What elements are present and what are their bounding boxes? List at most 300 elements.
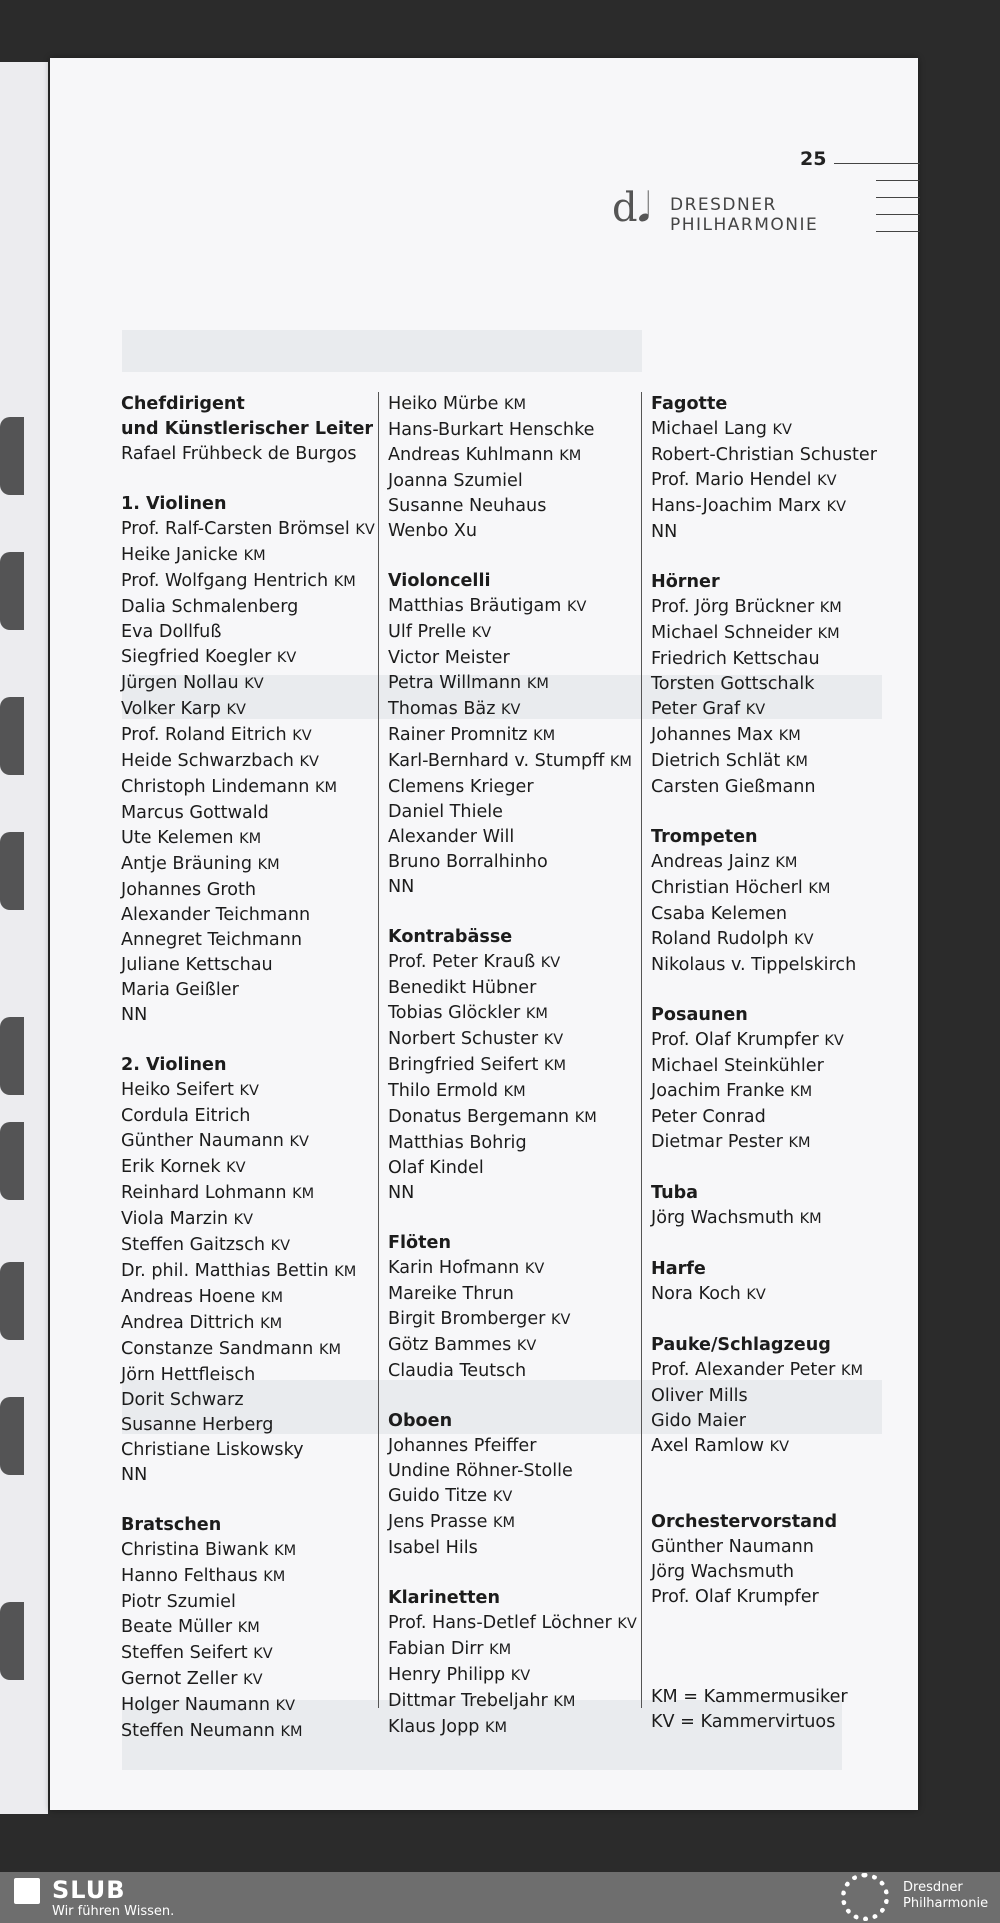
member-name: NN bbox=[388, 877, 415, 897]
member-row bbox=[121, 723, 383, 749]
member-row bbox=[121, 978, 383, 1003]
member-name: Michael Lang bbox=[651, 419, 767, 439]
member-row bbox=[121, 928, 383, 953]
member-name: KV = Kammervirtuos bbox=[651, 1712, 836, 1732]
member-row bbox=[388, 1027, 640, 1053]
member-row bbox=[121, 1667, 383, 1693]
member-title-tag: KV bbox=[524, 1261, 545, 1277]
member-name: Roland Rudolph bbox=[651, 929, 789, 949]
section-gap bbox=[651, 1460, 913, 1485]
member-row bbox=[121, 595, 383, 620]
member-row bbox=[651, 850, 913, 876]
member-name: Beate Müller bbox=[121, 1617, 233, 1637]
member-name: Hans-Burkart Henschke bbox=[388, 420, 595, 440]
member-row bbox=[388, 749, 640, 775]
member-name: Steffen Seifert bbox=[121, 1643, 248, 1663]
member-title-tag: KM bbox=[260, 1316, 283, 1332]
member-row bbox=[388, 1536, 640, 1561]
member-row bbox=[121, 620, 383, 645]
member-name: Alexander Will bbox=[388, 827, 515, 847]
member-row bbox=[388, 1663, 640, 1689]
member-name: Guido Titze bbox=[388, 1486, 488, 1506]
member-title-tag: KV bbox=[794, 932, 814, 948]
section-title bbox=[651, 1635, 913, 1660]
member-title-tag: KV bbox=[550, 1312, 571, 1328]
member-name: Andreas Kuhlmann bbox=[388, 445, 554, 465]
member-name: NN bbox=[651, 522, 678, 542]
member-row bbox=[121, 1003, 383, 1028]
member-row bbox=[651, 647, 913, 672]
roster-column-3 bbox=[651, 392, 913, 1735]
member-row bbox=[121, 1259, 383, 1285]
member-row bbox=[651, 1079, 913, 1105]
member-row bbox=[651, 672, 913, 697]
member-row bbox=[121, 1207, 383, 1233]
member-row bbox=[121, 1363, 383, 1388]
member-row bbox=[121, 1285, 383, 1311]
member-row bbox=[651, 1535, 913, 1560]
member-title-tag: KM bbox=[314, 780, 337, 796]
member-name: Heiko Seifert bbox=[121, 1080, 234, 1100]
member-name: Erik Kornek bbox=[121, 1157, 221, 1177]
member-name: Norbert Schuster bbox=[388, 1029, 539, 1049]
member-name: Prof. Ralf-Carsten Brömsel bbox=[121, 519, 350, 539]
member-title-tag: KM bbox=[808, 881, 831, 897]
member-row bbox=[388, 1307, 640, 1333]
column-divider bbox=[641, 392, 642, 1708]
member-title-tag: KM bbox=[260, 1290, 283, 1306]
member-title-tag: KV bbox=[355, 522, 375, 538]
portrait-thumbnail bbox=[0, 1602, 24, 1680]
member-row bbox=[121, 1438, 383, 1463]
member-row bbox=[121, 878, 383, 903]
member-title-tag: KM bbox=[819, 600, 842, 616]
member-row bbox=[651, 775, 913, 800]
member-title-tag: KM bbox=[799, 1211, 822, 1227]
edge-tick bbox=[876, 180, 920, 181]
member-name: Christian Höcherl bbox=[651, 878, 803, 898]
roster-section bbox=[121, 492, 383, 1028]
member-name: Prof. Jörg Brückner bbox=[651, 597, 815, 617]
logo-text bbox=[670, 195, 818, 235]
member-row bbox=[121, 1337, 383, 1363]
section-gap bbox=[388, 1561, 640, 1586]
section-title: 2. Violinen bbox=[121, 1055, 227, 1075]
member-row bbox=[651, 697, 913, 723]
member-name: Henry Philipp bbox=[388, 1665, 506, 1685]
member-title-tag: KV bbox=[233, 1212, 254, 1228]
member-name: Daniel Thiele bbox=[388, 802, 503, 822]
member-name: Peter Graf bbox=[651, 699, 741, 719]
member-name: Prof. Olaf Krumpfer bbox=[651, 1030, 819, 1050]
portrait-thumbnail bbox=[0, 552, 24, 630]
member-row bbox=[121, 1233, 383, 1259]
member-name: NN bbox=[121, 1005, 148, 1025]
previous-page-edge bbox=[0, 62, 48, 1814]
member-row bbox=[388, 443, 640, 469]
member-name: Prof. Roland Eitrich bbox=[121, 725, 287, 745]
member-name: Bruno Borralhinho bbox=[388, 852, 548, 872]
member-name: Hans-Joachim Marx bbox=[651, 496, 821, 516]
member-row bbox=[388, 646, 640, 671]
member-name: Joachim Franke bbox=[651, 1081, 785, 1101]
member-name: Joanna Szumiel bbox=[388, 471, 523, 491]
section-gap bbox=[388, 544, 640, 569]
member-name: Holger Naumann bbox=[121, 1695, 271, 1715]
member-name: Claudia Teutsch bbox=[388, 1361, 527, 1381]
member-title-tag: KM bbox=[609, 754, 632, 770]
member-row bbox=[388, 1510, 640, 1536]
member-row bbox=[388, 1611, 640, 1637]
member-title-tag: KV bbox=[746, 1287, 766, 1303]
section-title: Orchestervorstand bbox=[651, 1512, 838, 1532]
member-title-tag: KV bbox=[226, 702, 246, 718]
member-row bbox=[651, 1282, 913, 1308]
roster-column-1 bbox=[121, 392, 383, 1745]
member-name: Mareike Thrun bbox=[388, 1284, 514, 1304]
member-name: Klaus Jopp bbox=[388, 1717, 480, 1737]
member-row bbox=[121, 775, 383, 801]
member-row bbox=[388, 1053, 640, 1079]
member-row bbox=[651, 494, 913, 520]
member-title-tag: KV bbox=[275, 1698, 296, 1714]
member-title-tag: KV bbox=[543, 1032, 564, 1048]
member-row bbox=[388, 469, 640, 494]
member-row bbox=[388, 1689, 640, 1715]
member-row bbox=[388, 620, 640, 646]
member-row bbox=[121, 517, 383, 543]
member-name: Götz Bammes bbox=[388, 1335, 512, 1355]
member-title-tag: KM bbox=[817, 626, 840, 642]
member-row bbox=[388, 775, 640, 800]
member-title-tag: KM bbox=[493, 1515, 516, 1531]
member-title-tag: KV bbox=[244, 676, 264, 692]
section-title: Harfe bbox=[651, 1259, 706, 1279]
member-title-tag: KM bbox=[533, 728, 556, 744]
member-name: NN bbox=[388, 1183, 415, 1203]
member-title-tag: KM bbox=[489, 1642, 512, 1658]
roster-section bbox=[388, 925, 640, 1206]
member-row bbox=[651, 749, 913, 775]
member-row bbox=[651, 468, 913, 494]
member-title-tag: KV bbox=[824, 1033, 844, 1049]
portrait-thumbnail bbox=[0, 417, 24, 495]
member-title-tag: KM bbox=[525, 1006, 548, 1022]
member-row bbox=[121, 1564, 383, 1590]
member-title-tag: KM bbox=[775, 855, 798, 871]
member-row bbox=[388, 1131, 640, 1156]
portrait-thumbnail bbox=[0, 1122, 24, 1200]
roster-section bbox=[651, 1181, 913, 1232]
section-gap bbox=[388, 1206, 640, 1231]
member-name: Christiane Liskowsky bbox=[121, 1440, 304, 1460]
section-title: Klarinetten bbox=[388, 1588, 500, 1608]
member-name: Nikolaus v. Tippelskirch bbox=[651, 955, 857, 975]
member-name: Clemens Krieger bbox=[388, 777, 534, 797]
member-name: Undine Röhner-Stolle bbox=[388, 1461, 573, 1481]
member-name: Bringfried Seifert bbox=[388, 1055, 539, 1075]
member-title-tag: KM bbox=[237, 1620, 260, 1636]
section-title bbox=[651, 1485, 913, 1510]
philharmonie-logo-icon bbox=[841, 1873, 889, 1921]
member-name: Thilo Ermold bbox=[388, 1081, 499, 1101]
member-row bbox=[651, 1105, 913, 1130]
member-title-tag: KM bbox=[526, 676, 549, 692]
member-row bbox=[388, 850, 640, 875]
member-row bbox=[388, 875, 640, 900]
edge-tick bbox=[876, 197, 920, 198]
member-name: Dittmar Trebeljahr bbox=[388, 1691, 548, 1711]
member-name: Dietrich Schlät bbox=[651, 751, 781, 771]
member-row bbox=[651, 902, 913, 927]
member-name: Prof. Hans-Detlef Löchner bbox=[388, 1613, 612, 1633]
member-row bbox=[121, 1413, 383, 1438]
portrait-thumbnail bbox=[0, 697, 24, 775]
member-name: Viola Marzin bbox=[121, 1209, 229, 1229]
portrait-thumbnail bbox=[0, 832, 24, 910]
member-title-tag: KM bbox=[292, 1186, 315, 1202]
member-title-tag: KM bbox=[504, 397, 527, 413]
member-title-tag: KV bbox=[769, 1439, 790, 1455]
roster-section bbox=[388, 1409, 640, 1561]
member-name: Dalia Schmalenberg bbox=[121, 597, 299, 617]
member-name: Victor Meister bbox=[388, 648, 510, 668]
member-name: Gernot Zeller bbox=[121, 1669, 238, 1689]
roster-section bbox=[651, 1333, 913, 1460]
slub-tagline: Wir führen Wissen. bbox=[52, 1904, 175, 1919]
member-name: Heike Janicke bbox=[121, 545, 238, 565]
member-row bbox=[388, 671, 640, 697]
member-name: Jens Prasse bbox=[388, 1512, 488, 1532]
member-row bbox=[651, 723, 913, 749]
member-name: Peter Conrad bbox=[651, 1107, 766, 1127]
member-row bbox=[388, 950, 640, 976]
member-title-tag: KM bbox=[243, 548, 266, 564]
member-row bbox=[388, 1715, 640, 1741]
member-row bbox=[121, 569, 383, 595]
roster-section bbox=[651, 1003, 913, 1156]
member-name: Robert-Christian Schuster bbox=[651, 445, 877, 465]
slub-brand[interactable]: SLUB bbox=[52, 1876, 126, 1904]
member-title-tag: KV bbox=[567, 599, 587, 615]
member-name: Cordula Eitrich bbox=[121, 1106, 251, 1126]
roster-column-2 bbox=[388, 392, 640, 1741]
page-number-rule bbox=[834, 163, 920, 164]
member-row bbox=[388, 723, 640, 749]
member-title-tag: KV bbox=[540, 955, 561, 971]
member-title-tag: KM bbox=[785, 754, 808, 770]
member-title-tag: KM bbox=[778, 728, 801, 744]
member-title-tag: KM bbox=[280, 1724, 303, 1740]
member-title-tag: KV bbox=[270, 1238, 291, 1254]
member-name: Michael Schneider bbox=[651, 623, 813, 643]
member-name: Prof. Olaf Krumpfer bbox=[651, 1587, 819, 1607]
member-row bbox=[388, 1001, 640, 1027]
member-name: Csaba Kelemen bbox=[651, 904, 788, 924]
member-title-tag: KV bbox=[617, 1616, 637, 1632]
member-name: Rafael Frühbeck de Burgos bbox=[121, 444, 357, 464]
member-row bbox=[121, 543, 383, 569]
dresdner-philharmonie-logo bbox=[612, 186, 832, 238]
member-title-tag: KM bbox=[503, 1084, 526, 1100]
member-name: Andreas Hoene bbox=[121, 1287, 256, 1307]
member-name: Alexander Teichmann bbox=[121, 905, 311, 925]
section-gap bbox=[121, 1488, 383, 1513]
member-name: Karl-Bernhard v. Stumpff bbox=[388, 751, 605, 771]
member-name: Günther Naumann bbox=[651, 1537, 814, 1557]
member-row bbox=[121, 1615, 383, 1641]
member-name: Annegret Teichmann bbox=[121, 930, 303, 950]
roster-section bbox=[121, 1513, 383, 1745]
section-title: Oboen bbox=[388, 1411, 453, 1431]
member-title-tag: KM bbox=[334, 1264, 357, 1280]
member-name: Jörg Wachsmuth bbox=[651, 1208, 795, 1228]
member-row bbox=[121, 1719, 383, 1745]
section-title: Kontrabässe bbox=[388, 927, 513, 947]
member-title-tag: KV bbox=[299, 754, 319, 770]
member-row bbox=[388, 519, 640, 544]
member-name: Wenbo Xu bbox=[388, 521, 478, 541]
member-name: Christina Biwank bbox=[121, 1540, 269, 1560]
section-title: 1. Violinen bbox=[121, 494, 227, 514]
slub-logo-icon bbox=[14, 1878, 40, 1904]
member-name: Hanno Felthaus bbox=[121, 1566, 258, 1586]
section-gap bbox=[388, 900, 640, 925]
member-name: Rainer Promnitz bbox=[388, 725, 528, 745]
section-gap bbox=[651, 1610, 913, 1635]
member-title-tag: KM bbox=[333, 574, 356, 590]
member-row bbox=[651, 417, 913, 443]
section-gap bbox=[651, 1156, 913, 1181]
member-row bbox=[121, 826, 383, 852]
member-name: Johannes Groth bbox=[121, 880, 257, 900]
roster-section bbox=[651, 825, 913, 978]
member-name: Dietmar Pester bbox=[651, 1132, 783, 1152]
member-row bbox=[121, 697, 383, 723]
portrait-thumbnail bbox=[0, 1262, 24, 1340]
roster-section bbox=[388, 569, 640, 900]
member-title-tag: KV bbox=[239, 1083, 259, 1099]
section-gap bbox=[388, 1384, 640, 1409]
member-name: Dr. phil. Matthias Bettin bbox=[121, 1261, 329, 1281]
member-name: Gido Maier bbox=[651, 1411, 746, 1431]
member-title-tag: KV bbox=[501, 702, 521, 718]
member-name: Marcus Gottwald bbox=[121, 803, 269, 823]
member-row bbox=[121, 801, 383, 826]
member-row bbox=[121, 1693, 383, 1719]
member-name: Nora Koch bbox=[651, 1284, 741, 1304]
logo-mark-icon: d𝅘𝅥 bbox=[612, 185, 651, 231]
member-title-tag: KM bbox=[788, 1135, 811, 1151]
member-row bbox=[651, 1434, 913, 1460]
member-name: Johannes Pfeiffer bbox=[388, 1436, 537, 1456]
member-row bbox=[388, 1637, 640, 1663]
section-title: Trompeten bbox=[651, 827, 758, 847]
member-name: Reinhard Lohmann bbox=[121, 1183, 287, 1203]
member-name: Dorit Schwarz bbox=[121, 1390, 244, 1410]
member-row bbox=[121, 671, 383, 697]
member-title-tag: KM bbox=[274, 1543, 297, 1559]
member-row bbox=[121, 1311, 383, 1337]
member-name: Juliane Kettschau bbox=[121, 955, 273, 975]
member-row bbox=[388, 494, 640, 519]
member-row bbox=[651, 520, 913, 545]
section-gap bbox=[651, 1232, 913, 1257]
member-name: Oliver Mills bbox=[651, 1386, 748, 1406]
roster-section bbox=[388, 1231, 640, 1384]
member-name: Johannes Max bbox=[651, 725, 774, 745]
member-title-tag: KV bbox=[276, 650, 297, 666]
member-name: Heide Schwarzbach bbox=[121, 751, 294, 771]
member-title-tag: KV bbox=[253, 1646, 273, 1662]
member-row bbox=[388, 800, 640, 825]
member-name: Petra Willmann bbox=[388, 673, 522, 693]
member-row bbox=[388, 1079, 640, 1105]
member-name: Thomas Bäz bbox=[388, 699, 496, 719]
member-title-tag: KV bbox=[226, 1160, 246, 1176]
member-row bbox=[651, 621, 913, 647]
section-title: Pauke/Schlagzeug bbox=[651, 1335, 831, 1355]
member-row bbox=[121, 953, 383, 978]
roster-section bbox=[121, 1053, 383, 1488]
section-gap bbox=[121, 467, 383, 492]
member-row bbox=[651, 1358, 913, 1384]
member-name: Isabel Hils bbox=[388, 1538, 478, 1558]
section-gap bbox=[121, 1028, 383, 1053]
member-name: KM = Kammermusiker bbox=[651, 1687, 848, 1707]
section-title: und Künstlerischer Leiter bbox=[121, 419, 374, 439]
member-row bbox=[651, 1206, 913, 1232]
member-title-tag: KV bbox=[817, 473, 837, 489]
roster-section bbox=[121, 392, 383, 467]
roster-section bbox=[651, 1635, 913, 1735]
roster-section bbox=[388, 392, 640, 544]
section-title: Bratschen bbox=[121, 1515, 222, 1535]
member-row bbox=[121, 1078, 383, 1104]
page-number: 25 bbox=[800, 148, 827, 170]
member-name: Prof. Wolfgang Hentrich bbox=[121, 571, 329, 591]
member-row bbox=[651, 1054, 913, 1079]
member-row bbox=[121, 1538, 383, 1564]
member-name: Axel Ramlow bbox=[651, 1436, 765, 1456]
member-name: Siegfried Koegler bbox=[121, 647, 272, 667]
member-row bbox=[651, 595, 913, 621]
member-title-tag: KM bbox=[574, 1110, 597, 1126]
roster-section bbox=[651, 1257, 913, 1308]
section-gap bbox=[651, 978, 913, 1003]
member-name: Susanne Neuhaus bbox=[388, 496, 547, 516]
philharmonie-footer-logo[interactable] bbox=[903, 1880, 988, 1912]
member-name: Matthias Bräutigam bbox=[388, 596, 562, 616]
member-row bbox=[121, 749, 383, 775]
member-row bbox=[651, 953, 913, 978]
member-title-tag: KM bbox=[485, 1720, 508, 1736]
section-title: Hörner bbox=[651, 572, 720, 592]
member-row bbox=[388, 825, 640, 850]
section-title: Violoncelli bbox=[388, 571, 491, 591]
roster-section bbox=[651, 570, 913, 800]
member-row bbox=[121, 1641, 383, 1667]
member-name: Andrea Dittrich bbox=[121, 1313, 255, 1333]
member-name: Ulf Prelle bbox=[388, 622, 467, 642]
member-row bbox=[651, 1685, 913, 1710]
member-name: Prof. Mario Hendel bbox=[651, 470, 812, 490]
member-title-tag: KM bbox=[553, 1694, 576, 1710]
member-title-tag: KV bbox=[516, 1338, 537, 1354]
member-title-tag: KV bbox=[492, 1489, 513, 1505]
member-row bbox=[121, 852, 383, 878]
member-name: Torsten Gottschalk bbox=[651, 674, 815, 694]
